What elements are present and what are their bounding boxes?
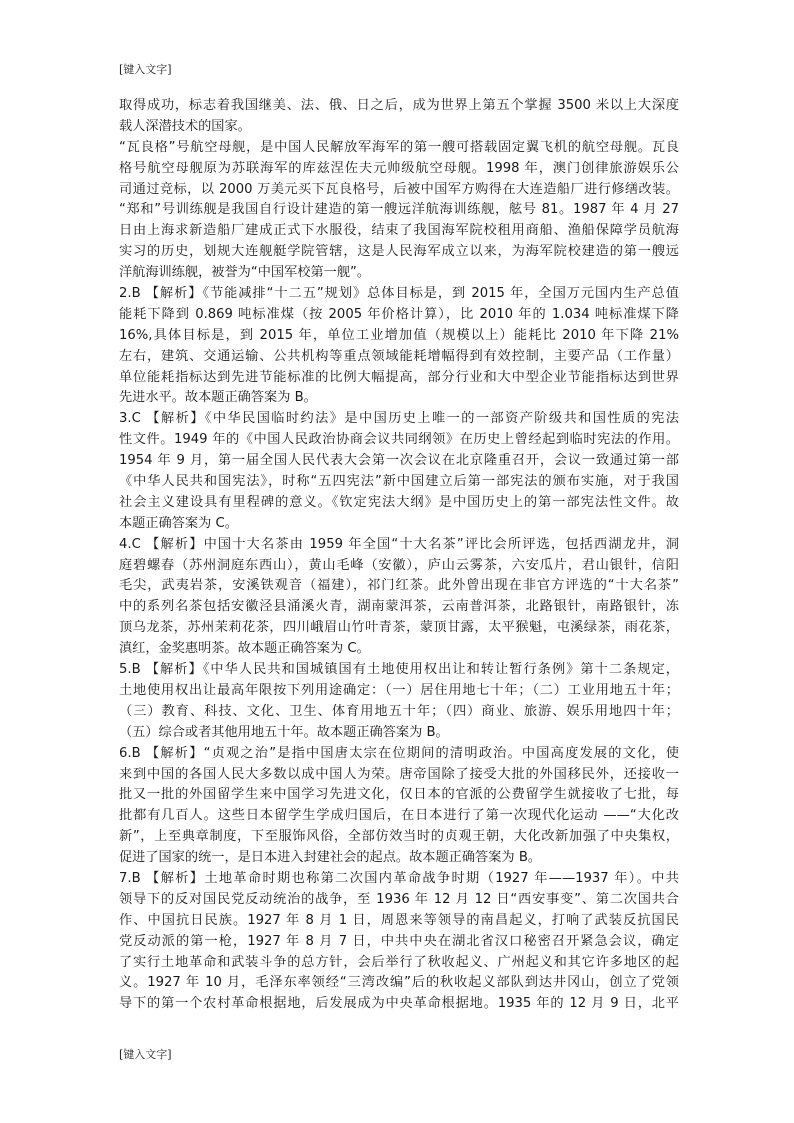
text-line: “郑和”号训练舰是我国自行设计建造的第一艘远洋航海训练舰，舷号 81。1987 年 4 月 27 (119, 202, 679, 218)
text-line: （三）教育、科技、文化、卫生、体育用地五十年；（四）商业、旅游、娱乐用地四十年； (119, 703, 679, 719)
text-line: 来到中国的各国人民大多数以成中国人为荣。唐帝国除了接受大批的外国移民外，还接收一 (119, 766, 679, 782)
text-line: 载人深潜技术的国家。 (119, 118, 251, 134)
text-line: 5.B 【解析】《中华人民共和国城镇国有土地使用权出让和转让暂行条例》第十二条规定， (119, 662, 679, 678)
text-line: 司通过竞标，以 2000 万美元买下瓦良格号，后被中国军方购得在大连造船厂进行修缮改装。 (119, 181, 679, 197)
text-line: 批都有几百人。这些日本留学生学成归国后，在日本进行了第一次现代化运动 ——“大化改 (119, 808, 679, 824)
text-line: 作、中国抗日民族。1927 年 8 月 1 日，周恩来等领导的南昌起义，打响了武装反抗国民 (119, 912, 679, 928)
header-placeholder: [键入文字] (119, 63, 172, 76)
text-line: 《中华人民共和国宪法》，时称“五四宪法”新中国建立后第一部宪法的颁布实施，对于我国 (119, 474, 679, 490)
text-line: “瓦良格”号航空母舰，是中国人民解放军海军的第一艘可搭载固定翼飞机的航空母舰。瓦良 (119, 139, 679, 155)
text-line: 本题正确答案为 C。 (119, 515, 238, 531)
text-line: 了实行土地革命和武装斗争的总方针，会后举行了秋收起义、广州起义和其它许多地区的起 (119, 954, 679, 970)
text-line: 党反动派的第一枪，1927 年 8 月 7 日，中共中央在湖北省汉口秘密召开紧急会议，确定 (119, 933, 679, 949)
text-line: 庭碧螺春（苏州洞庭东西山），黄山毛峰（安徽），庐山云雾茶，六安瓜片，君山银针，信阳 (119, 557, 679, 573)
text-line: 领导下的反对国民党反动统治的战争，至 1936 年 12 月 12 日“西安事变”、第二次国共合 (119, 891, 679, 907)
text-line: 新”，上至典章制度，下至服饰风俗，全部仿效当时的贞观王朝，大化改新加强了中央集权， (119, 829, 679, 845)
text-line: 性文件。1949 年的《中国人民政治协商会议共同纲领》在历史上曾经起到临时宪法的作用。 (119, 432, 679, 448)
text-line: 实习的历史，划规大连舰艇学院管辖，这是人民海军成立以来，为海军院校建造的第一艘远 (119, 244, 679, 260)
text-line: 取得成功，标志着我国继美、法、俄、日之后，成为世界上第五个掌握 3500 米以上大深度 (119, 98, 679, 113)
text-line: 3.C 【解析】《中华民国临时约法》是中国历史上唯一的一部资产阶级共和国性质的宪法 (119, 411, 679, 427)
text-line: （五）综合或者其他用地五十年。故本题正确答案为 B。 (119, 724, 449, 740)
text-line: 促进了国家的统一，是日本进入封建社会的起点。故本题正确答案为 B。 (119, 850, 542, 866)
text-line: 6.B 【解析】“贞观之治”是指中国唐太宗在位期间的清明政治。中国高度发展的文化，使 (119, 745, 679, 761)
text-line: 顶乌龙茶，苏州茉莉花茶，四川峨眉山竹叶青茶，蒙顶甘露，太平猴魁，屯溪绿茶，雨花茶， (119, 620, 679, 636)
text-line: 滇红，金奖惠明茶。故本题正确答案为 C。 (119, 641, 370, 657)
text-line: 16%,具体目标是，到 2015 年，单位工业增加值（规模以上）能耗比 2010 年下降 21% (119, 327, 679, 343)
text-line: 中的系列名茶包括安徽泾县涌溪火青，湖南蒙洱茶，云南普洱茶，北路银针，南路银针，冻 (119, 599, 679, 615)
text-line: 格号航空母舰原为苏联海军的库兹涅佐夫元帅级航空母舰。1998 年，澳门创律旅游娱乐公 (119, 160, 679, 176)
text-line: 4.C 【解析】中国十大名茶由 1959 年全国“十大名茶”评比会所评选，包括西湖龙井，洞 (119, 536, 679, 552)
text-line: 义。1927 年 10 月，毛泽东率领经“三湾改编”后的秋收起义部队到达井冈山，创立了党领 (119, 975, 679, 991)
text-line: 导下的第一个农村革命根据地，后发展成为中央革命根据地。1935 年的 12 月 9 日，北平 (119, 996, 679, 1012)
footer-placeholder: [键入文字] (119, 1048, 172, 1061)
text-line: 1954 年 9 月，第一届全国人民代表大会第一次会议在北京隆重召开，会议一致通过第一部 (119, 453, 679, 469)
text-line: 社会主义建设具有里程碑的意义。《钦定宪法大纲》是中国历史上的第一部宪法性文件。故 (119, 494, 679, 510)
text-line: 单位能耗指标达到先进节能标准的比例大幅提高，部分行业和大中型企业节能指标达到世界 (119, 369, 679, 385)
text-line: 洋航海训练舰，被誉为“中国军校第一舰”。 (119, 265, 371, 281)
text-line: 日由上海求新造船厂建成正式下水服役，结束了我国海军院校租用商船、渔船保障学员航海 (119, 223, 679, 239)
text-line: 毛尖，武夷岩茶，安溪铁观音（福建），祁门红茶。此外曾出现在非官方评选的“十大名茶” (119, 578, 679, 594)
text-line: 7.B 【解析】土地革命时期也称第二次国内革命战争时期（1927 年——1937 年）。中共 (119, 870, 679, 886)
text-line: 批又一批的外国留学生来中国学习先进文化，仅日本的官派的公费留学生就接收了七批，每 (119, 787, 679, 803)
text-line: 左右，建筑、交通运输、公共机构等重点领域能耗增幅得到有效控制，主要产品（工作量） (119, 348, 679, 364)
text-line: 土地使用权出让最高年限按下列用途确定：（一）居住用地七十年；（二）工业用地五十年； (119, 682, 679, 698)
document-body (119, 96, 679, 1015)
text-line: 先进水平。故本题正确答案为 B。 (119, 390, 317, 406)
text-line: 能耗下降到 0.869 吨标准煤（按 2005 年价格计算），比 2010 年的 1.034 吨标准煤下降 (119, 306, 679, 322)
text-line: 2.B 【解析】《节能减排“十二五”规划》总体目标是，到 2015 年，全国万元国内生产总值 (119, 286, 679, 302)
